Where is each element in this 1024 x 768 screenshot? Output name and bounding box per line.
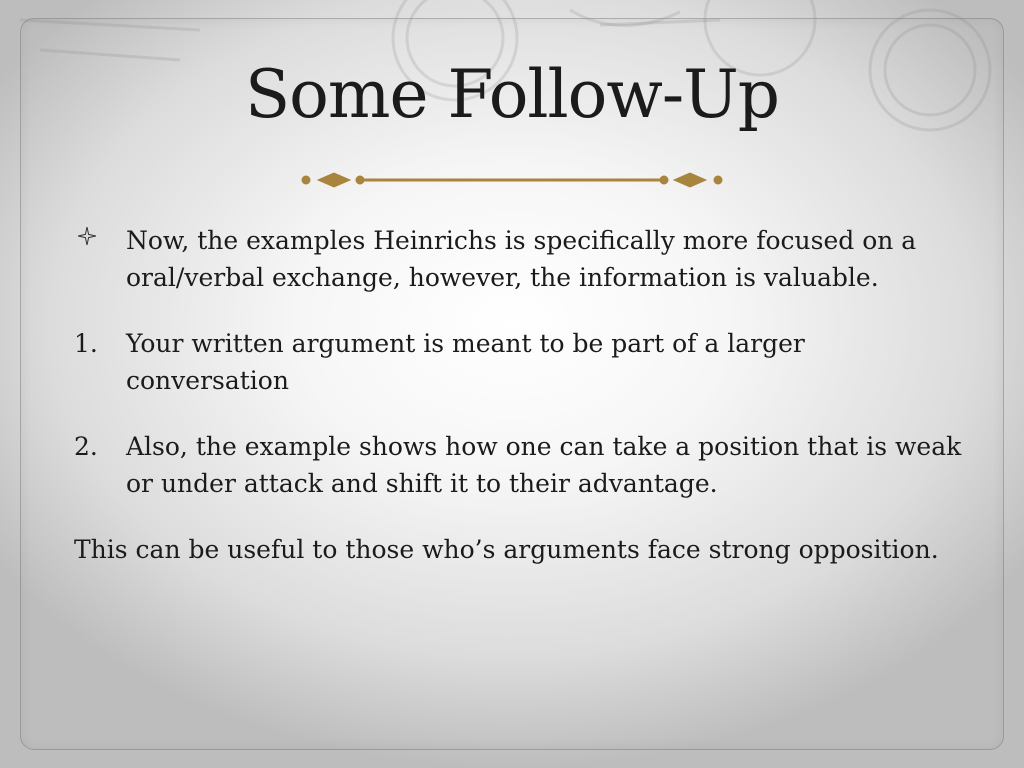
four-point-star-icon [78,227,96,245]
numbered-item-1 [74,325,964,399]
item-text: Your written argument is meant to be part of a larger conversation [126,329,805,395]
item-number: 2. [74,432,98,461]
ornamental-divider [298,168,726,192]
slide-title: Some Follow-Up [244,56,780,133]
closing-paragraph: This can be useful to those who’s arguments face strong opposition. [74,535,939,564]
bullet-text: Now, the examples Heinrichs is specifically more focused on a oral/verbal exchange, however, the information is valuable. [126,226,917,292]
bullet-item [74,222,964,296]
item-text: Also, the example shows how one can take a position that is weak or under attack and shift it to their advantage. [126,432,962,498]
numbered-item-2 [74,428,964,502]
slide-body [74,222,964,568]
item-number: 1. [74,329,98,358]
